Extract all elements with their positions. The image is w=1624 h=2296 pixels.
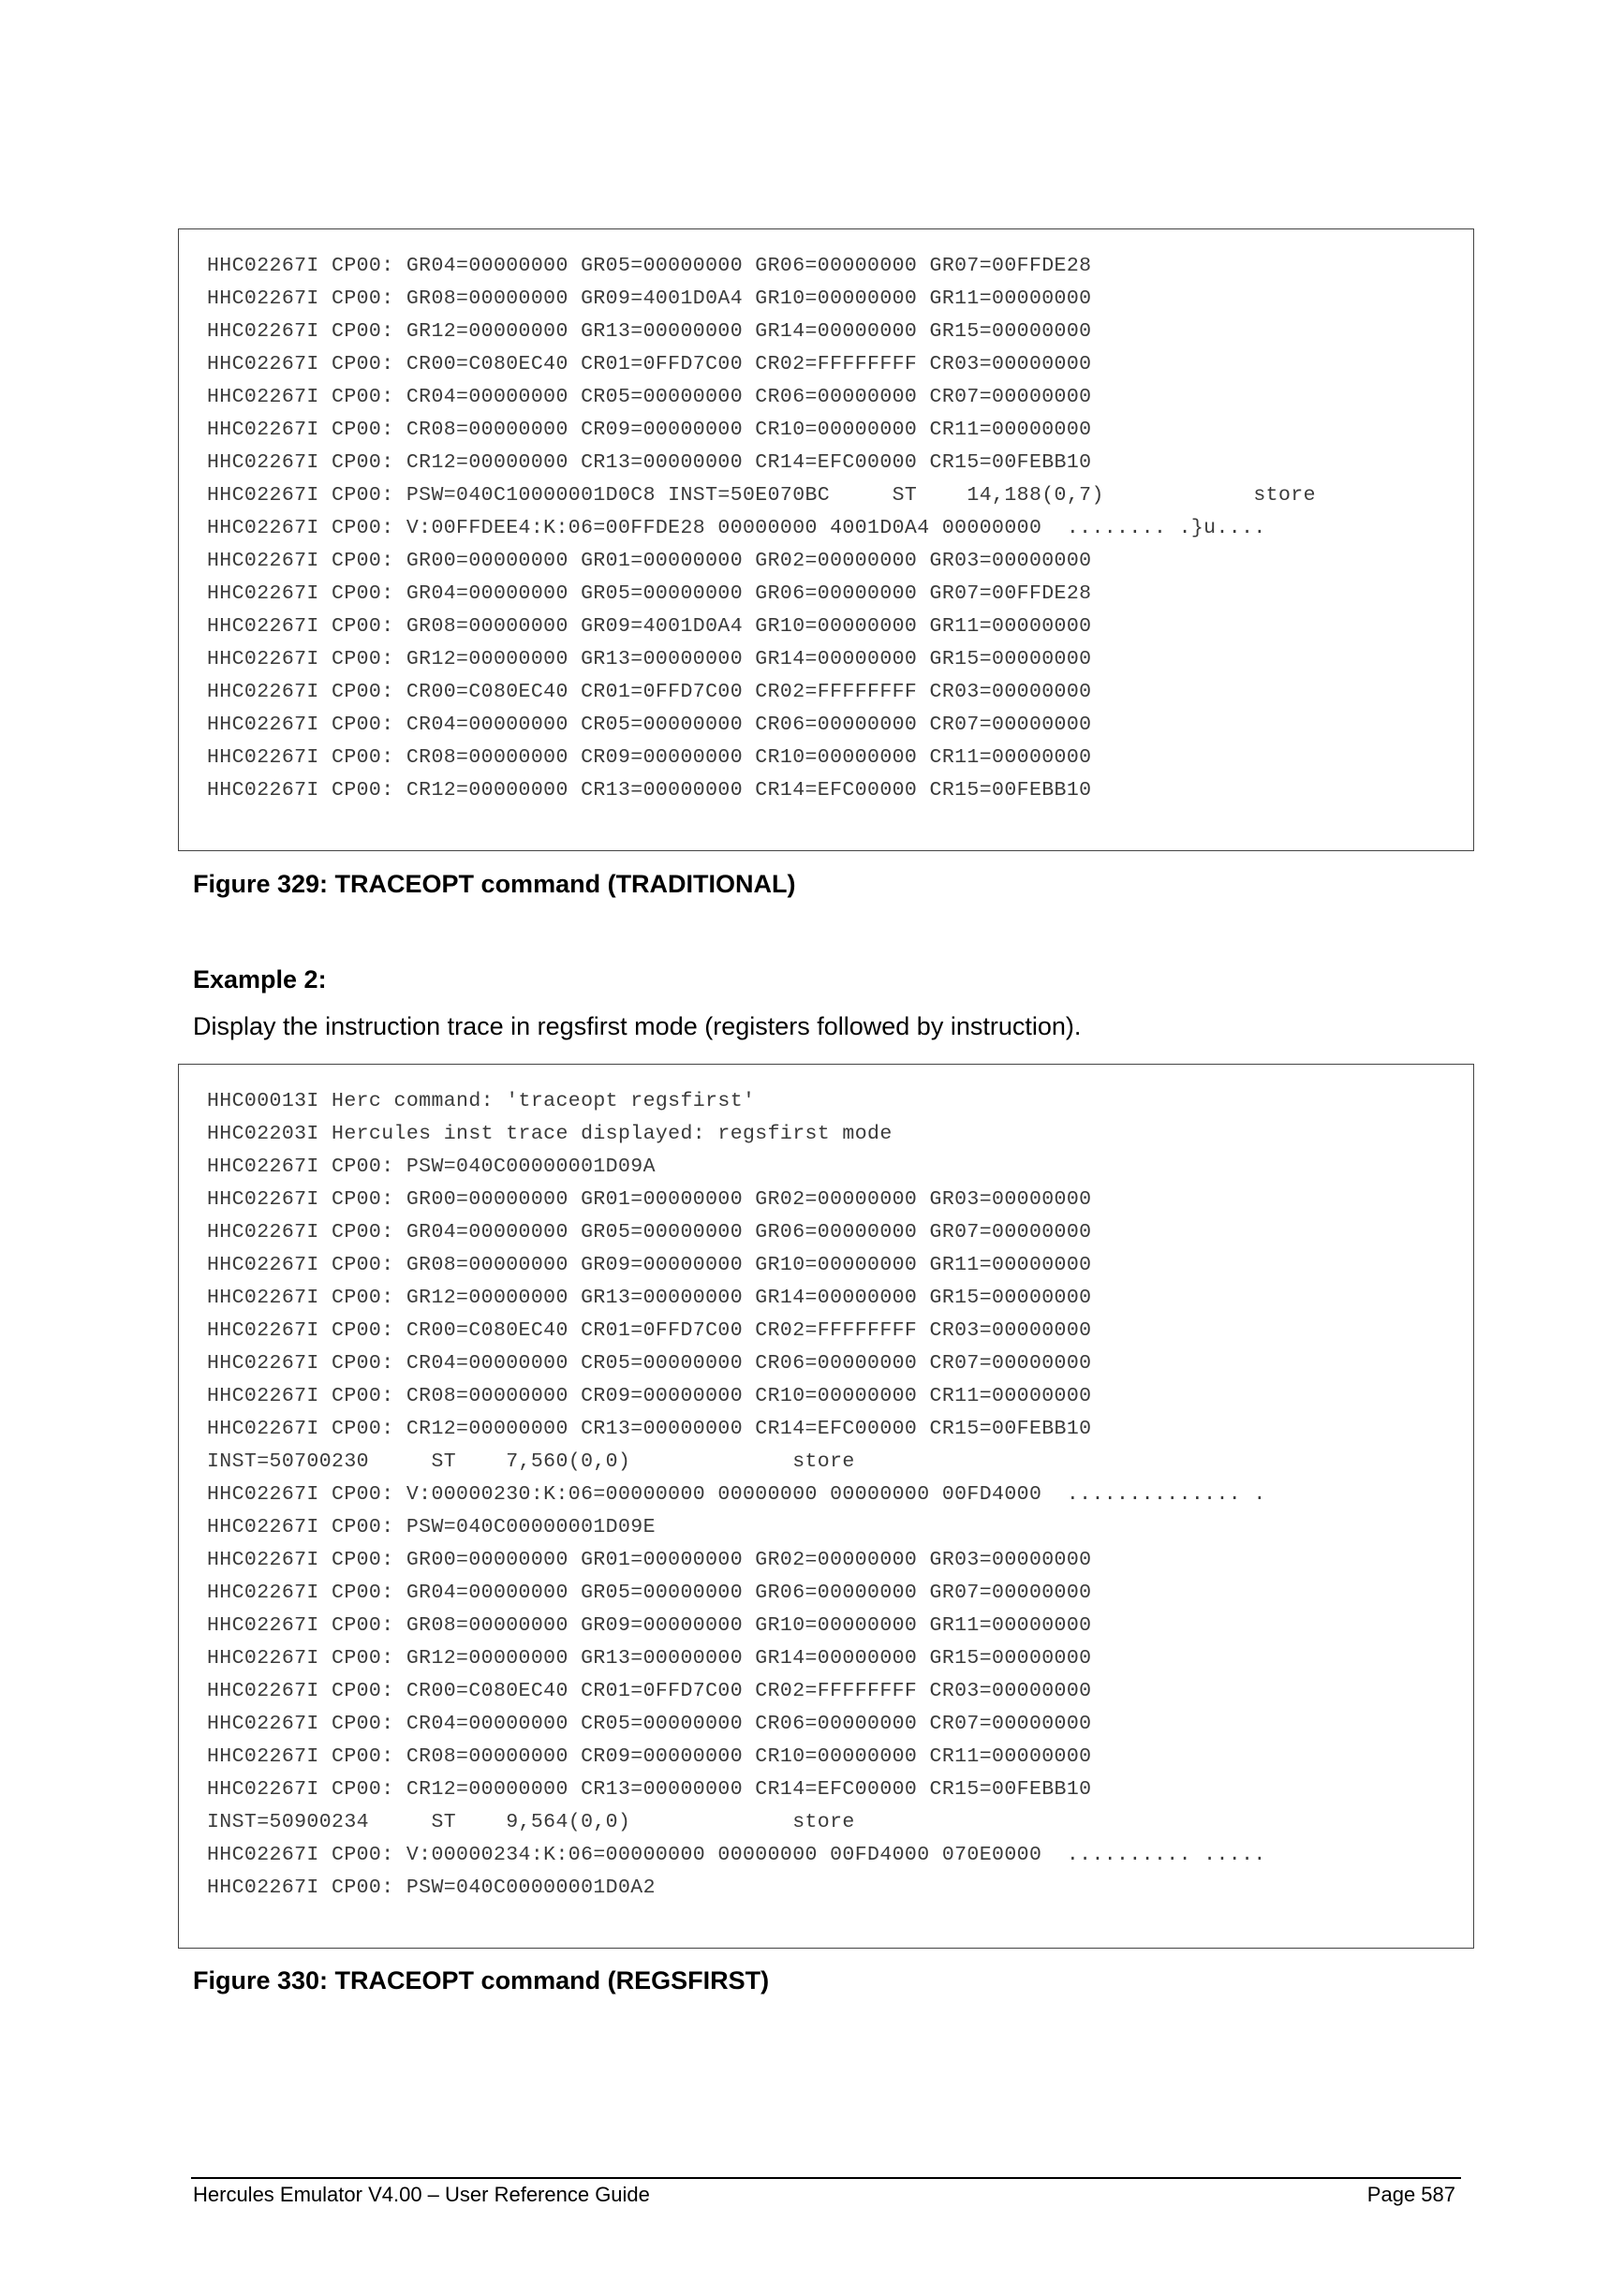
code-line: HHC02267I CP00: PSW=040C00000001D0A2	[207, 1877, 656, 1899]
code-line: HHC02267I CP00: V:00000230:K:06=00000000 00000000 00000000 00FD4000 .............. .	[207, 1483, 1266, 1506]
code-line: HHC02267I CP00: CR00=C080EC40 CR01=0FFD7C00 CR02=FFFFFFFF CR03=00000000	[207, 1319, 1092, 1342]
figure-330-caption: Figure 330: TRACEOPT command (REGSFIRST)	[193, 1966, 770, 1994]
code-line: HHC02267I CP00: GR00=00000000 GR01=00000000 GR02=00000000 GR03=00000000	[207, 1549, 1092, 1571]
code-line: HHC02267I CP00: GR04=00000000 GR05=00000000 GR06=00000000 GR07=00FFDE28	[207, 582, 1092, 605]
code-line: HHC02267I CP00: GR12=00000000 GR13=00000000 GR14=00000000 GR15=00000000	[207, 648, 1092, 670]
footer-title: Hercules Emulator V4.00 – User Reference Guide	[193, 2183, 650, 2206]
page-number: Page 587	[1366, 2183, 1455, 2206]
example-2-description: Display the instruction trace in regsfirst mode (registers followed by instruction).	[193, 1012, 1082, 1040]
code-line: HHC02267I CP00: GR04=00000000 GR05=00000000 GR06=00000000 GR07=00FFDE28	[207, 255, 1092, 277]
code-line: HHC02267I CP00: GR08=00000000 GR09=4001D0A4 GR10=00000000 GR11=00000000	[207, 615, 1092, 638]
code-line: HHC02267I CP00: GR00=00000000 GR01=00000000 GR02=00000000 GR03=00000000	[207, 550, 1092, 572]
code-line: INST=50700230 ST 7,560(0,0) store	[207, 1450, 855, 1473]
code-line: HHC00013I Herc command: 'traceopt regsfirst'	[207, 1090, 756, 1112]
code-line: HHC02267I CP00: CR08=00000000 CR09=00000000 CR10=00000000 CR11=00000000	[207, 1385, 1092, 1407]
code-line: HHC02267I CP00: CR04=00000000 CR05=00000000 CR06=00000000 CR07=00000000	[207, 714, 1092, 736]
code-line: HHC02267I CP00: PSW=040C00000001D09E	[207, 1516, 656, 1538]
code-line: HHC02267I CP00: CR00=C080EC40 CR01=0FFD7C00 CR02=FFFFFFFF CR03=00000000	[207, 353, 1092, 375]
code-line: HHC02267I CP00: GR00=00000000 GR01=00000000 GR02=00000000 GR03=00000000	[207, 1188, 1092, 1211]
example-2-heading: Example 2:	[193, 965, 327, 993]
code-line: HHC02267I CP00: CR12=00000000 CR13=00000000 CR14=EFC00000 CR15=00FEBB10	[207, 779, 1092, 802]
footer-divider	[191, 2177, 1461, 2179]
code-line: HHC02267I CP00: CR04=00000000 CR05=00000000 CR06=00000000 CR07=00000000	[207, 386, 1092, 408]
code-line: HHC02267I CP00: CR00=C080EC40 CR01=0FFD7C00 CR02=FFFFFFFF CR03=00000000	[207, 681, 1092, 703]
code-line: HHC02267I CP00: V:00000234:K:06=00000000 00000000 00FD4000 070E0000 .......... .....	[207, 1844, 1266, 1866]
figure-329-caption: Figure 329: TRACEOPT command (TRADITIONAL)	[193, 870, 796, 898]
code-line: HHC02267I CP00: CR12=00000000 CR13=00000000 CR14=EFC00000 CR15=00FEBB10	[207, 1418, 1092, 1440]
code-line: HHC02267I CP00: CR08=00000000 CR09=00000000 CR10=00000000 CR11=00000000	[207, 419, 1092, 441]
trace-output-regsfirst	[178, 1064, 1474, 1949]
code-line: HHC02267I CP00: CR12=00000000 CR13=00000000 CR14=EFC00000 CR15=00FEBB10	[207, 1778, 1092, 1801]
trace-output-traditional	[178, 228, 1474, 851]
code-line: HHC02267I CP00: CR04=00000000 CR05=00000000 CR06=00000000 CR07=00000000	[207, 1352, 1092, 1375]
code-line: HHC02267I CP00: GR04=00000000 GR05=00000000 GR06=00000000 GR07=00000000	[207, 1582, 1092, 1604]
code-line: HHC02267I CP00: GR12=00000000 GR13=00000000 GR14=00000000 GR15=00000000	[207, 1287, 1092, 1309]
code-line: HHC02267I CP00: GR08=00000000 GR09=4001D0A4 GR10=00000000 GR11=00000000	[207, 287, 1092, 310]
code-line: HHC02267I CP00: PSW=040C00000001D09A	[207, 1155, 656, 1178]
code-line: INST=50900234 ST 9,564(0,0) store	[207, 1811, 855, 1833]
code-line: HHC02267I CP00: GR08=00000000 GR09=00000000 GR10=00000000 GR11=00000000	[207, 1614, 1092, 1637]
code-line: HHC02267I CP00: GR04=00000000 GR05=00000000 GR06=00000000 GR07=00000000	[207, 1221, 1092, 1244]
code-line: HHC02267I CP00: CR04=00000000 CR05=00000000 CR06=00000000 CR07=00000000	[207, 1713, 1092, 1735]
code-line: HHC02267I CP00: GR12=00000000 GR13=00000000 GR14=00000000 GR15=00000000	[207, 1647, 1092, 1670]
code-line: HHC02267I CP00: CR00=C080EC40 CR01=0FFD7C00 CR02=FFFFFFFF CR03=00000000	[207, 1680, 1092, 1702]
code-line: HHC02267I CP00: CR08=00000000 CR09=00000000 CR10=00000000 CR11=00000000	[207, 1745, 1092, 1768]
code-line: HHC02267I CP00: V:00FFDEE4:K:06=00FFDE28 00000000 4001D0A4 00000000 ........ .}u....	[207, 517, 1266, 539]
code-line: HHC02267I CP00: CR08=00000000 CR09=00000000 CR10=00000000 CR11=00000000	[207, 746, 1092, 769]
code-line: HHC02267I CP00: PSW=040C10000001D0C8 INST=50E070BC ST 14,188(0,7) store	[207, 484, 1316, 507]
code-line: HHC02267I CP00: GR12=00000000 GR13=00000000 GR14=00000000 GR15=00000000	[207, 320, 1092, 343]
code-line: HHC02267I CP00: GR08=00000000 GR09=00000000 GR10=00000000 GR11=00000000	[207, 1254, 1092, 1276]
code-line: HHC02203I Hercules inst trace displayed: regsfirst mode	[207, 1123, 893, 1145]
code-line: HHC02267I CP00: CR12=00000000 CR13=00000000 CR14=EFC00000 CR15=00FEBB10	[207, 451, 1092, 474]
